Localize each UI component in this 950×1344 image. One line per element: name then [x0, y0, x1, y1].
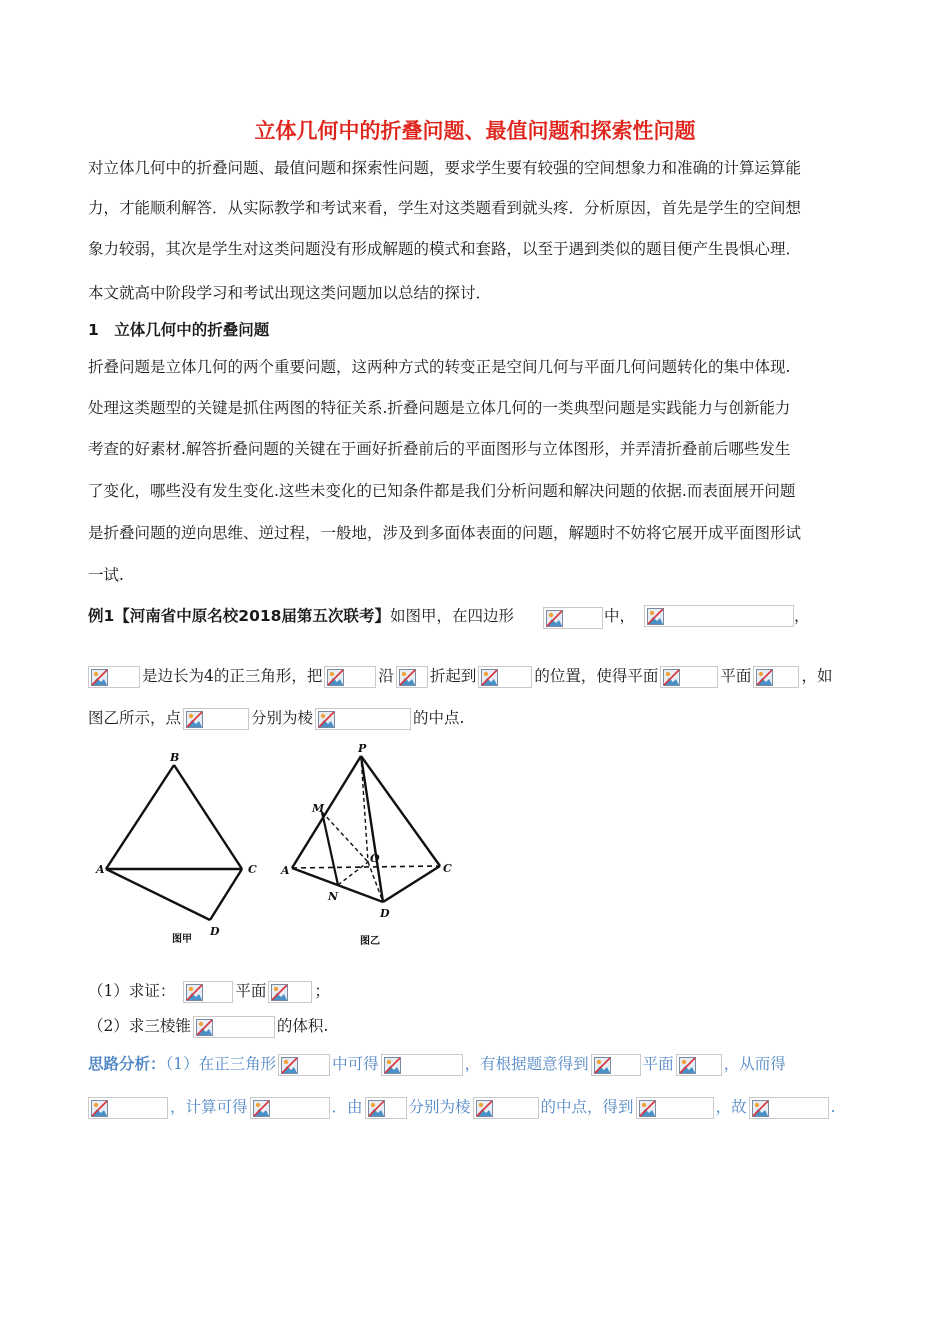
vertex-label-a: A [281, 864, 290, 877]
formula-image [183, 708, 249, 730]
formula-image [183, 981, 233, 1003]
formula-image [193, 1016, 275, 1038]
figure-caption-yi: 图乙 [360, 936, 380, 947]
formula-image [660, 666, 718, 688]
vertex-label-b: B [170, 751, 180, 764]
vertex-label-n: N [328, 890, 339, 903]
example-label: 例1 [88, 607, 115, 625]
formula-image [324, 666, 376, 688]
vertex-label-c: C [443, 862, 452, 875]
edge-pd [361, 756, 383, 902]
section-heading: 1 立体几何中的折叠问题 [88, 321, 270, 339]
section-line-1: 折叠问题是立体几何的两个重要问题，这两种方式的转变正是空间几何与平面几何问题转化的集中体现. [88, 358, 791, 376]
edge-cd [383, 866, 440, 902]
edge-cd [210, 869, 242, 920]
formula-image [676, 1054, 722, 1076]
vertex-label-p: P [358, 742, 367, 755]
segment-mo [322, 812, 368, 862]
formula-image [278, 1054, 330, 1076]
vertex-label-a: A [96, 863, 105, 876]
edge-ad [106, 869, 210, 920]
formula-image [268, 981, 312, 1003]
question-2: （2）求三棱锥 的体积. [88, 1014, 328, 1038]
segment-no [338, 862, 368, 885]
formula-image [315, 708, 411, 730]
edge-pa [292, 756, 361, 868]
vertex-label-m: M [312, 802, 325, 815]
segment-mn [322, 812, 338, 885]
edge-bc [174, 765, 242, 869]
formula-image [591, 1054, 641, 1076]
section-line-3: 考查的好素材.解答折叠问题的关键在于画好折叠前后的平面图形与立体图形，并弄清折叠前后哪些发生 [88, 440, 791, 458]
formula-image [88, 666, 140, 688]
analysis-line-2: ，计算可得 ．由 分别为棱 的中点，得到 ，故 . [88, 1095, 836, 1119]
figure-caption-jia: 图甲 [172, 934, 192, 945]
example-source: 【河南省中原名校2018届第五次联考】 [114, 607, 390, 625]
formula-image [396, 666, 428, 688]
figure-jia [92, 743, 292, 953]
formula-image [381, 1054, 463, 1076]
intro-line-3: 象力较弱，其次是学生对这类问题没有形成解题的模式和套路，以至于遇到类似的题目便产生畏惧心理． [88, 240, 802, 258]
formula-image [88, 1097, 168, 1119]
analysis-label: 思路分析： [88, 1055, 166, 1073]
intro-line-2: 力，才能顺利解答．从实际教学和考试来看，学生对这类题看到就头疼．分析原因，首先是学生的空间想 [88, 199, 802, 217]
example-line-3: 图乙所示，点 分别为棱 的中点. [88, 706, 464, 730]
formula-image [473, 1097, 539, 1119]
analysis-line-1: 思路分析：（1）在正三角形 中可得 ，有根据题意得到 平面 ，从而得 [88, 1052, 786, 1076]
formula-image [365, 1097, 407, 1119]
edge-pc [361, 756, 440, 866]
vertex-label-o: O [370, 852, 380, 865]
formula-image [478, 666, 532, 688]
question-1: （1）求证： 平面 ； [88, 979, 330, 1003]
formula-image [543, 607, 603, 629]
section-line-5: 是折叠问题的逆向思维、逆过程，一般地，涉及到多面体表面的问题，解题时不妨将它展开成平面图形试 [88, 524, 802, 542]
edge-ab [106, 765, 174, 869]
formula-image [636, 1097, 714, 1119]
section-line-6: 一试. [88, 566, 124, 584]
example-line-2: 是边长为4的正三角形，把 沿 折起到 的位置，使得平面 平面 ，如 [88, 664, 832, 688]
formula-image [250, 1097, 330, 1119]
formula-image [753, 666, 799, 688]
vertex-label-d: D [210, 925, 220, 938]
formula-image [749, 1097, 829, 1119]
section-line-2: 处理这类题型的关键是抓住两图的特征关系.折叠问题是立体几何的一类典型问题是实践能力与创新能力 [88, 399, 791, 417]
intro-line-1: 对立体几何中的折叠问题、最值问题和探索性问题，要求学生要有较强的空间想象力和准确的计算运算能 [88, 159, 802, 177]
intro-line-4: 本文就高中阶段学习和考试出现这类问题加以总结的探讨． [88, 284, 492, 302]
section-line-4: 了变化，哪些没有发生变化.这些未变化的已知条件都是我们分析问题和解决问题的依据.而表面展开问题 [88, 482, 796, 500]
example-line-1: 例1【河南省中原名校2018届第五次联考】如图甲，在四边形 [88, 607, 514, 625]
edge-ac-hidden [292, 866, 440, 868]
document-title: 立体几何中的折叠问题、最值问题和探索性问题 [254, 119, 696, 143]
vertex-label-d: D [380, 907, 390, 920]
formula-image [644, 605, 794, 627]
figure-yi [278, 740, 478, 955]
vertex-label-c: C [248, 863, 257, 876]
